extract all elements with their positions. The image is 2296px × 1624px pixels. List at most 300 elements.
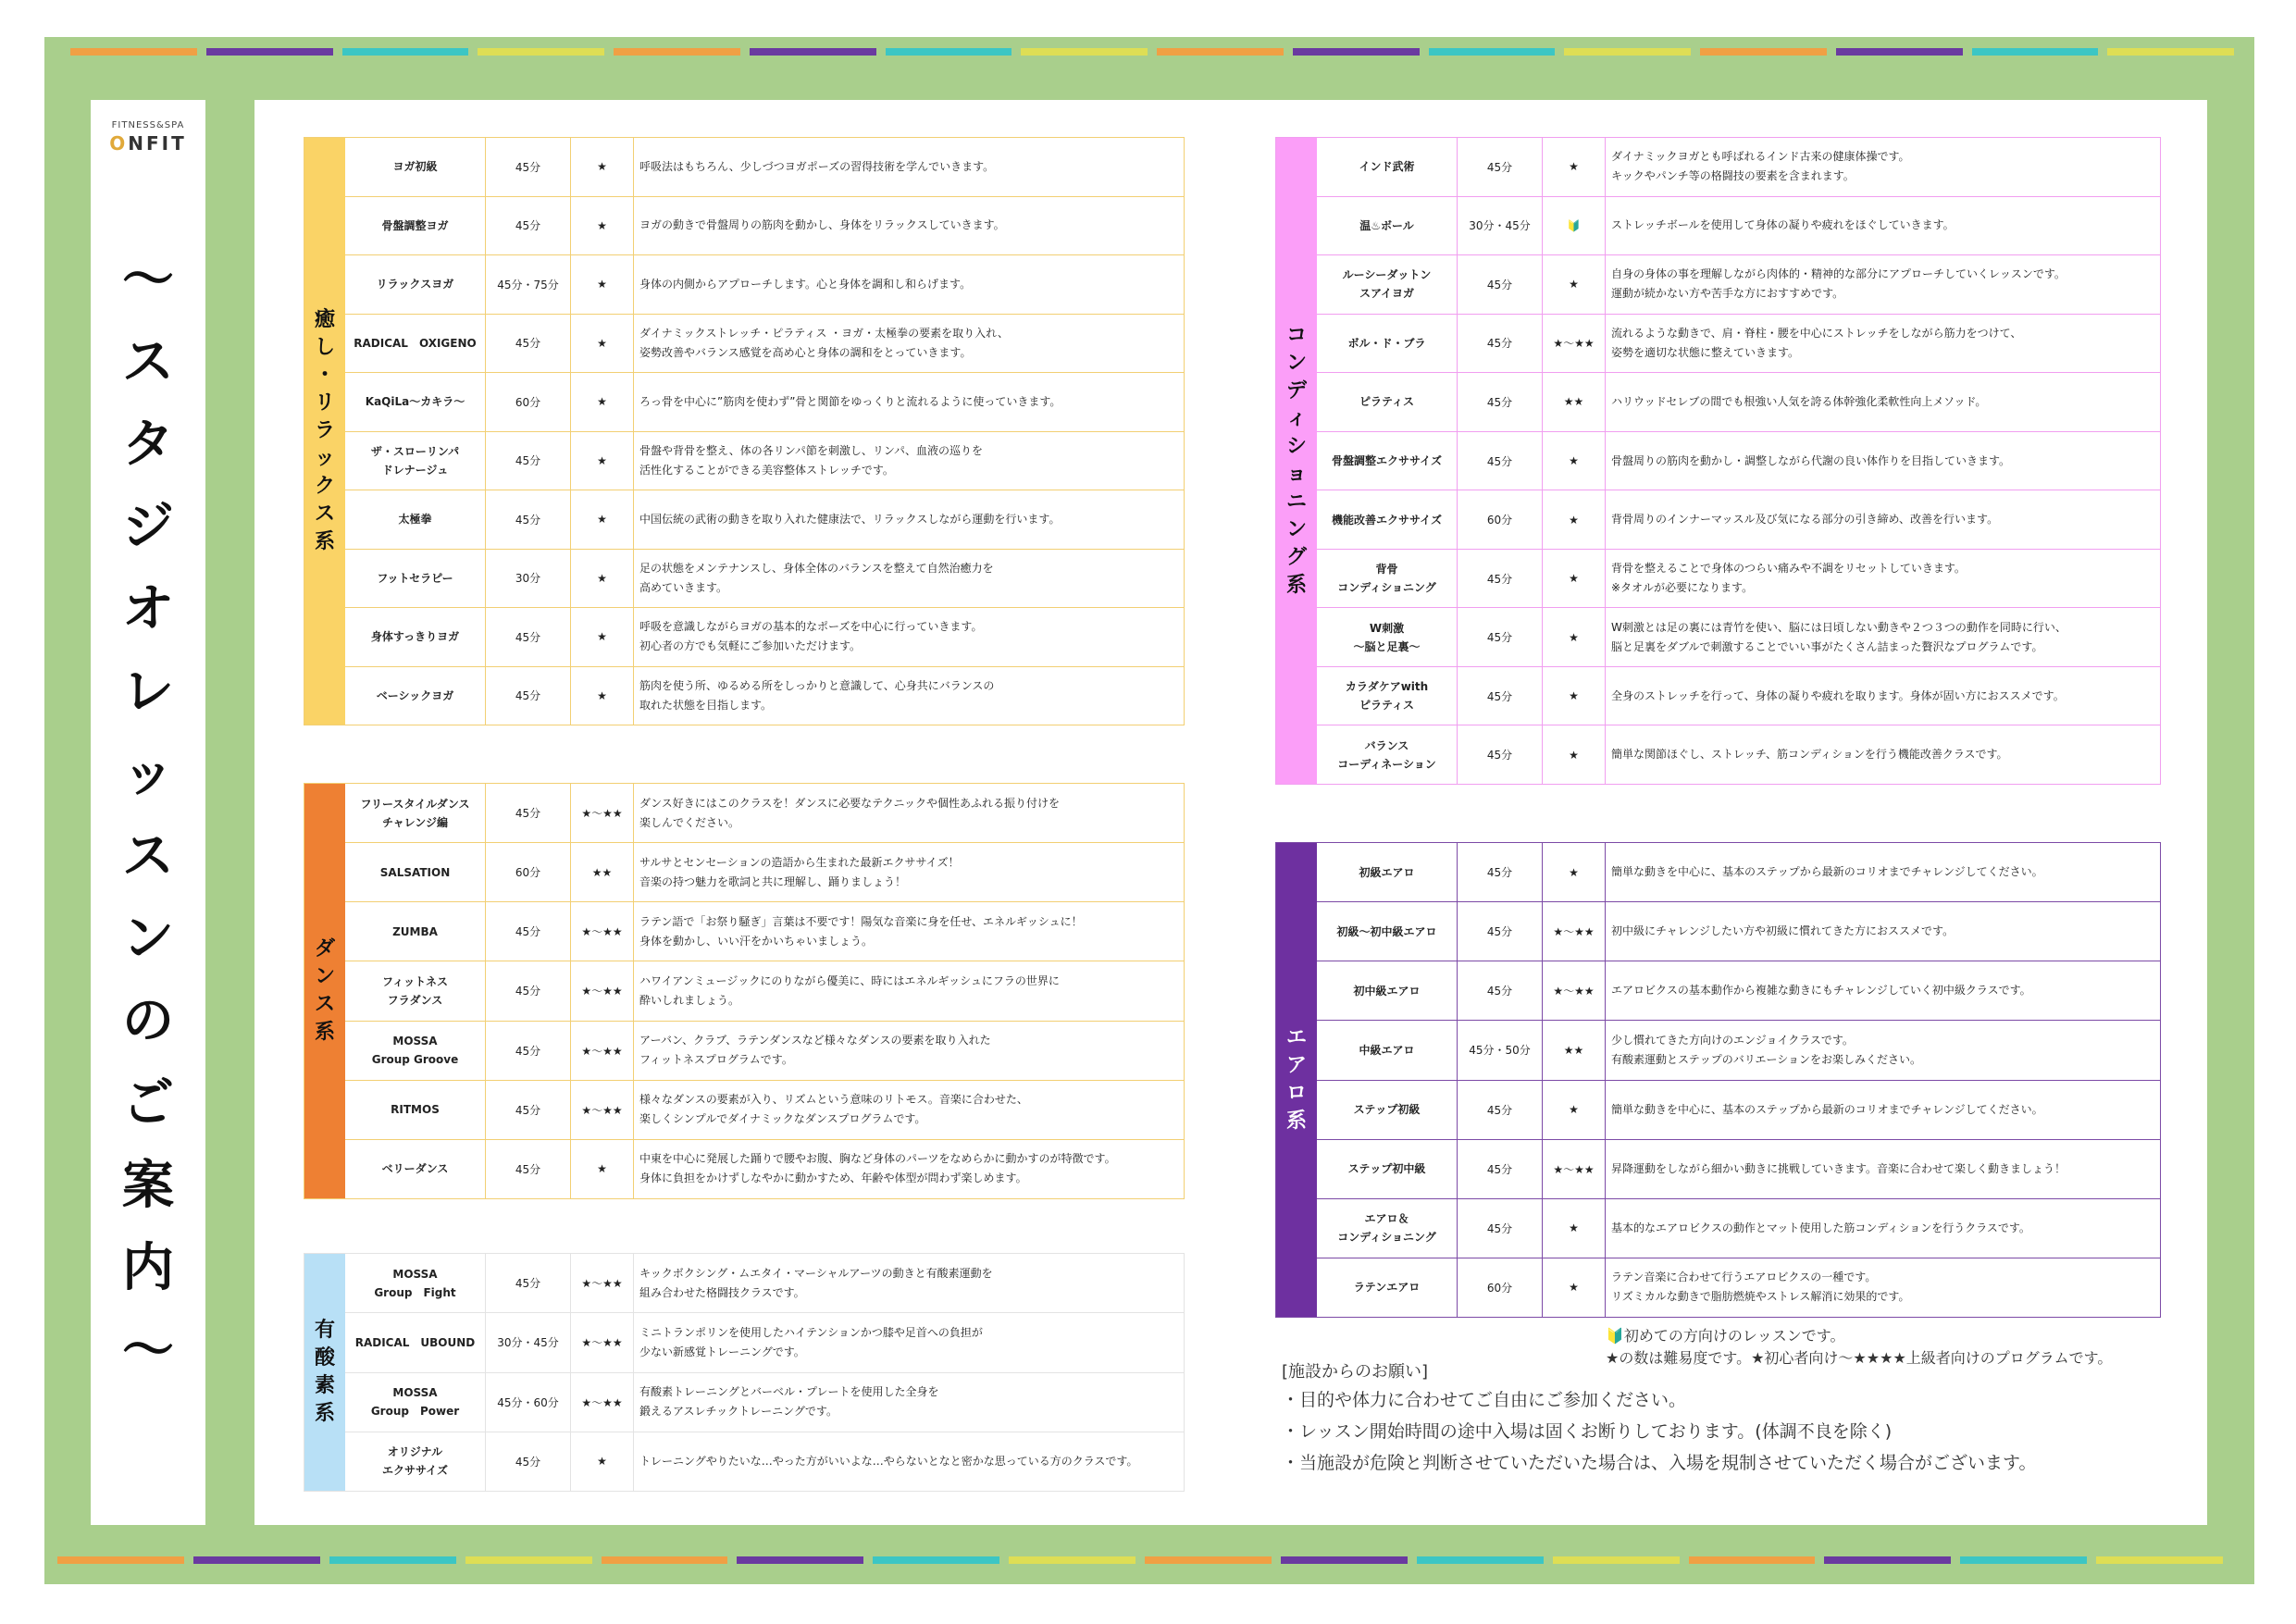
lesson-description-text (1611, 1268, 1909, 1307)
lesson-description-line: 鍛えるアスレチックトレーニングです。 (639, 1405, 838, 1419)
lesson-name-text (1336, 923, 1436, 941)
lesson-duration: 45分・50分 (1458, 1021, 1543, 1079)
lesson-description-line: 足の状態をメンテナンスし、身体全体のバランスを整えて自然治癒力を (639, 561, 994, 575)
section-label-char: ク (314, 475, 335, 498)
lesson-description-line: リズミカルな動きで脂肪燃焼やストレス解消に効果的です。 (1611, 1290, 1910, 1304)
lesson-name-text (377, 687, 454, 705)
lesson-name (1317, 315, 1458, 373)
lesson-description-text (1611, 324, 2021, 363)
stripe-segment (1824, 1556, 1951, 1564)
lesson-description-line: ハリウッドセレブの間でも根強い人気を誇る体幹強化柔軟性向上メソッド。 (1611, 394, 1987, 408)
lesson-name-line: 機能改善エクササイズ (1331, 513, 1443, 527)
lesson-description-line: アーバン、クラブ、ラテンダンスなど様々なダンスの要素を取り入れた (639, 1034, 991, 1048)
lesson-description (1606, 961, 2160, 1020)
lesson-name-line: スアイヨガ (1359, 287, 1414, 301)
lesson-table (1317, 843, 2160, 1317)
lesson-description (634, 255, 1184, 314)
lesson-level: ★★ (1543, 373, 1606, 431)
lesson-description-line: ミニトランポリンを使用したハイテンションかつ膝や足首への負担が (639, 1325, 983, 1339)
table-row (1317, 961, 2160, 1021)
lesson-description (634, 784, 1184, 842)
lesson-description-line: 脳と足裏をダブルで刺激することでいい事がたくさん詰まった贅沢なプログラムです。 (1611, 639, 2043, 653)
lesson-name-line: ザ・スローリンパ (370, 444, 460, 458)
lesson-description-line: 全身のストレッチを行って、身体の凝りや疲れを取ります。身体が固い方におススメです。 (1611, 688, 2065, 702)
lesson-description (634, 197, 1184, 255)
lesson-duration: 45分 (1458, 255, 1543, 314)
lesson-description-text (639, 794, 1060, 833)
table-row (1317, 725, 2160, 784)
lesson-name (345, 1432, 486, 1491)
table-row (1317, 373, 2160, 432)
lesson-duration: 45分・60分 (486, 1373, 571, 1432)
section-label-char: 系 (1285, 574, 1307, 597)
lesson-table (1317, 138, 2160, 784)
lesson-name-text (1359, 1041, 1414, 1060)
table-row (345, 373, 1184, 432)
lesson-name-text (1359, 392, 1414, 411)
lesson-description-line: 基本的なエアロビクスの動作とマット使用した筋コンディションを行うクラスです。 (1611, 1221, 2030, 1234)
stripe-segment (1417, 1556, 1544, 1564)
lesson-level: ★ (571, 373, 634, 431)
lesson-description-line: トレーニングやりたいな…やった方がいいよな…やらないとなと密かな思っている方のクラスです。 (639, 1454, 1138, 1468)
lesson-name-text (380, 863, 450, 882)
section-label-char: ョ (1285, 463, 1307, 486)
lesson-level: ★～★★ (571, 1313, 634, 1371)
lesson-description (1606, 255, 2160, 314)
lesson-name (345, 197, 486, 255)
title-char: ジ (122, 497, 174, 557)
lesson-description (1606, 843, 2160, 901)
table-row (345, 197, 1184, 256)
lesson-description-line: 中国伝統の武術の動きを取り入れた健康法で、リラックスしながら運動を行います。 (639, 512, 1061, 526)
stripe-segment (614, 48, 740, 56)
lesson-description-line: 少ない新感覚トレーニングです。 (639, 1345, 805, 1358)
table-row (345, 1081, 1184, 1140)
logo-tagline: FITNESS&SPA (111, 120, 185, 130)
stripe-segment (873, 1556, 999, 1564)
title-char: ン (122, 909, 174, 969)
stripe-segment (57, 1556, 184, 1564)
lesson-description (634, 1022, 1184, 1080)
lesson-description-text (639, 275, 971, 294)
lesson-name-line: インド武術 (1359, 160, 1415, 174)
stripe-segment (886, 48, 1012, 56)
title-char: ス (122, 332, 174, 392)
lesson-description-text (639, 617, 982, 656)
lesson-name (1317, 197, 1458, 255)
lesson-level: ★ (571, 138, 634, 196)
lesson-duration: 45分 (1458, 1140, 1543, 1198)
lesson-duration: 45分 (1458, 1199, 1543, 1258)
lesson-name-text (354, 334, 476, 353)
lesson-level: ★～★★ (571, 961, 634, 1020)
section-label-char: 癒 (314, 308, 335, 331)
lesson-duration: 45分 (1458, 1081, 1543, 1139)
stripe-segment (1429, 48, 1556, 56)
lesson-level: ★ (571, 432, 634, 490)
lesson-description-text (639, 559, 994, 598)
lesson-name (1317, 255, 1458, 314)
lesson-name (345, 490, 486, 549)
lesson-description-line: 酔いしれましょう。 (639, 993, 740, 1007)
lesson-level: ★ (571, 1432, 634, 1491)
stripe-segment (1157, 48, 1284, 56)
lesson-description-line: 様々なダンスの要素が入り、リズムという意味のリトモス。音楽に合わせた、 (639, 1093, 1028, 1107)
table-row (1317, 255, 2160, 315)
section-label-char: ン (314, 965, 335, 988)
lesson-name-line: カラダケアwith (1345, 680, 1429, 694)
title-char: レ (122, 662, 174, 722)
lesson-name-line: フットセラピー (377, 571, 453, 585)
lesson-description (634, 138, 1184, 196)
lesson-description-line: 身体の内側からアプローチします。心と身体を調和し和らげます。 (639, 277, 972, 291)
lesson-name (1317, 608, 1458, 666)
lesson-description (634, 843, 1184, 901)
lesson-name-line: フラダンス (387, 993, 443, 1007)
lesson-name-line: 骨盤調整ヨガ (381, 218, 449, 232)
lesson-description-line: 運動が続かない方や苦手な方におすすめです。 (1611, 287, 1844, 301)
section-label-char: し (314, 336, 335, 359)
lesson-name (1317, 550, 1458, 608)
lesson-duration: 45分 (486, 432, 571, 490)
note-item: ・レッスン開始時間の途中入場は固くお断りしております。(体調不良を除く) (1282, 1421, 1893, 1442)
title-char: オ (122, 579, 174, 639)
lesson-name-line: 初級エアロ (1359, 865, 1415, 879)
lesson-name-line: ボル・ド・ブラ (1347, 336, 1426, 350)
table-row (1317, 1140, 2160, 1199)
lesson-name (1317, 725, 1458, 784)
lesson-description-text (639, 216, 1005, 235)
title-char: ご (122, 1073, 174, 1134)
lesson-name (1317, 1258, 1458, 1317)
lesson-name-line: ピラティス (1359, 395, 1415, 409)
lesson-name-line: RADICAL OXIGENO (354, 336, 477, 350)
lesson-name-text (374, 1265, 455, 1302)
section-dance (304, 783, 1185, 1199)
lesson-description (1606, 1258, 2160, 1317)
lesson-name (345, 961, 486, 1020)
lesson-description-text (1611, 745, 2008, 764)
lesson-name-line: ベリーダンス (381, 1162, 449, 1176)
lesson-description-text (639, 1149, 1116, 1188)
lesson-name-text (1347, 334, 1425, 353)
table-row (1317, 197, 2160, 256)
section-label-char: リ (314, 391, 335, 415)
lesson-name-line: ヨガ初級 (392, 160, 438, 174)
lesson-name (1317, 961, 1458, 1020)
lesson-description-line: ラテン音楽に合わせて行うエアロビクスの一種です。 (1611, 1271, 1877, 1284)
lesson-duration: 60分 (1458, 1258, 1543, 1317)
lesson-description (1606, 138, 2160, 196)
stripe-segment (1972, 48, 2099, 56)
bottom-stripe-bar (57, 1556, 2223, 1564)
lesson-description-text (639, 1382, 939, 1421)
lesson-level: ★ (1543, 432, 1606, 490)
lesson-name-line: 中級エアロ (1359, 1043, 1415, 1057)
lesson-description-line: 背骨を整えることで身体のつらい痛みや不調をリセットしていきます。 (1611, 562, 1966, 576)
lesson-description-line: キックボクシング・ムエタイ・マーシャルアーツの動きと有酸素運動を (639, 1266, 993, 1280)
lesson-duration: 45分 (486, 667, 571, 725)
legend-beginner: 🔰初めての方向けのレッスンです。 (1606, 1327, 1845, 1345)
lesson-name-text (355, 1333, 476, 1352)
lesson-description-line: 少し慣れてきた方向けのエンジョイクラスです。 (1611, 1033, 1854, 1047)
lesson-name (1317, 373, 1458, 431)
level-legend (1606, 1325, 2112, 1370)
lesson-description-text (1611, 1219, 2030, 1238)
lesson-duration: 45分・75分 (486, 255, 571, 314)
lesson-name-line: フィットネス (382, 974, 448, 988)
section-label-char: ロ (1285, 1082, 1307, 1105)
lesson-level: ★ (571, 490, 634, 549)
stripe-segment (1689, 1556, 1816, 1564)
stripe-segment (478, 48, 604, 56)
lesson-description-text (1611, 216, 1955, 235)
lesson-name (345, 138, 486, 196)
lesson-duration: 45分 (1458, 843, 1543, 901)
lesson-table (345, 1254, 1184, 1491)
lesson-name-line: ZUMBA (392, 924, 438, 938)
lesson-description-line: キックやパンチ等の格闘技の要素を含まれます。 (1611, 169, 1855, 183)
lesson-description-text (1611, 559, 1966, 598)
lesson-description-line: ストレッチボールを使用して身体の凝りや疲れをほぐしていきます。 (1611, 218, 1955, 232)
lesson-name-text (391, 1100, 440, 1119)
lesson-description-line: フィットネスプログラムです。 (639, 1053, 793, 1067)
table-row (1317, 315, 2160, 374)
lesson-name-text (1346, 677, 1428, 714)
lesson-level: ★ (1543, 843, 1606, 901)
title-sidebar (91, 100, 205, 1525)
lesson-duration: 45分 (486, 1432, 571, 1491)
lesson-description-line: ハワイアンミュージックにのりながら優美に、時にはエネルギッシュにフラの世界に (639, 973, 1060, 987)
lesson-duration: 45分 (486, 490, 571, 549)
lesson-name-line: 初級～初中級エアロ (1336, 924, 1437, 938)
lesson-name-line: Group Fight (374, 1285, 456, 1299)
table-row (345, 315, 1184, 374)
lesson-level: ★ (1543, 255, 1606, 314)
note-item: ・目的や体力に合わせてご自由にご参加ください。 (1282, 1390, 1687, 1410)
lesson-duration: 45分 (1458, 432, 1543, 490)
lesson-board (254, 100, 2207, 1525)
lesson-level: ★～★★ (571, 1081, 634, 1139)
lesson-description (1606, 1140, 2160, 1198)
lesson-description-text (1611, 265, 2066, 304)
lesson-description-text (1611, 618, 2066, 657)
lesson-duration: 45分 (1458, 902, 1543, 961)
section-label-char: ラ (314, 419, 335, 442)
section-label-char: ダ (314, 937, 335, 961)
lesson-description-line: 音楽の持つ魅力を歌詞と共に理解し、踊りましょう！ (639, 874, 907, 888)
table-row (345, 667, 1184, 725)
lesson-name-line: 背骨 (1375, 563, 1398, 576)
section-label (304, 138, 345, 725)
lesson-duration: 45分 (1458, 315, 1543, 373)
lesson-name-line: 骨盤調整エクササイズ (1331, 454, 1443, 467)
lesson-name (345, 843, 486, 901)
stripe-segment (1021, 48, 1148, 56)
lesson-description-line: 骨盤周りの筋肉を動かし・調整しながら代謝の良い体作りを目指していきます。 (1611, 453, 2011, 467)
lesson-level: ★ (1543, 608, 1606, 666)
lesson-level: ★ (571, 1140, 634, 1198)
lesson-name-text (1359, 217, 1414, 235)
lesson-name-text (382, 1159, 449, 1178)
section-conditioning (1275, 137, 2161, 785)
lesson-duration: 45分 (486, 902, 571, 961)
lesson-description-text (1611, 1159, 2066, 1179)
table-row (1317, 432, 2160, 491)
lesson-duration: 30分・45分 (486, 1313, 571, 1371)
lesson-name-text (1348, 1159, 1426, 1178)
lesson-description (634, 315, 1184, 373)
lesson-name (345, 902, 486, 961)
lesson-description-line: 初心者の方でも気軽にご参加いただけます。 (639, 639, 862, 653)
section-label-char: ン (1285, 352, 1307, 375)
lesson-level: ★～★★ (1543, 315, 1606, 373)
lesson-name-line: コンディショニング (1337, 1231, 1436, 1245)
lesson-level: ★～★★ (571, 1254, 634, 1312)
onfit-logo (91, 120, 205, 155)
lesson-name-text (392, 157, 437, 176)
lesson-description-text (1611, 392, 1986, 412)
table-row (345, 1313, 1184, 1372)
lesson-name-text (1353, 619, 1420, 656)
lesson-name-text (377, 275, 454, 293)
lesson-name-line: 身体すっきりヨガ (370, 630, 460, 644)
lesson-level: ★★ (1543, 1021, 1606, 1079)
title-char: 内 (122, 1238, 174, 1298)
stripe-segment (1293, 48, 1420, 56)
stripe-segment (2107, 48, 2234, 56)
lesson-name-line: Group Groove (371, 1053, 459, 1067)
stripe-segment (193, 1556, 320, 1564)
lesson-description-text (639, 1323, 983, 1362)
lesson-name-text (1343, 266, 1432, 303)
lesson-description (1606, 725, 2160, 784)
lesson-name-text (392, 923, 438, 941)
table-row (345, 138, 1184, 197)
title-char: ～ (122, 250, 174, 310)
section-label-char: ィ (1285, 407, 1307, 430)
lesson-level: ★ (1543, 667, 1606, 725)
section-label-char: コ (1285, 324, 1307, 347)
lesson-description (634, 1081, 1184, 1139)
lesson-description-line: 楽しんでください。 (639, 815, 740, 829)
lesson-description-line: 簡単な動きを中心に、基本のステップから最新のコリオまでチャレンジしてください。 (1611, 1102, 2043, 1116)
lesson-level: ★ (571, 667, 634, 725)
lesson-description-line: 筋肉を使う所、ゆるめる所をしっかりと意識して、心身共にバランスの (639, 678, 995, 692)
title-char: ッ (122, 744, 174, 804)
stripe-segment (1960, 1556, 2087, 1564)
lesson-name (345, 315, 486, 373)
lesson-description (634, 490, 1184, 549)
lesson-name-text (371, 442, 459, 479)
stripe-segment (1145, 1556, 1272, 1564)
lesson-level: 🔰 (1543, 197, 1606, 255)
lesson-description-line: 取れた状態を目指します。 (639, 698, 773, 712)
lesson-description-text (639, 441, 983, 480)
lesson-description-text (1611, 981, 2031, 1000)
lesson-description-line: 高めていきます。 (639, 580, 728, 594)
stripe-segment (1281, 1556, 1408, 1564)
table-row (1317, 843, 2160, 902)
lesson-name-line: RADICAL UBOUND (354, 1335, 476, 1349)
lesson-name-text (1337, 737, 1436, 774)
lesson-description-line: 簡単な動きを中心に、基本のステップから最新のコリオまでチャレンジしてください。 (1611, 865, 2043, 879)
lesson-duration: 45分 (486, 1022, 571, 1080)
section-label-char: ッ (314, 447, 335, 470)
title-char: の (122, 991, 174, 1051)
title-char: ス (122, 826, 174, 886)
lesson-duration: 45分 (1458, 138, 1543, 196)
lesson-duration: 45分 (486, 784, 571, 842)
stripe-segment (1553, 1556, 1680, 1564)
section-label-char: ス (314, 502, 335, 526)
title-char: ～ (122, 1320, 174, 1381)
lesson-level: ★～★★ (571, 1022, 634, 1080)
lesson-level: ★ (571, 255, 634, 314)
lesson-name-text (381, 217, 448, 235)
lesson-description-line: ヨガの動きで骨盤周りの筋肉を動かし、身体をリラックスしていきます。 (639, 218, 1005, 232)
lesson-description-line: 昇降運動をしながら細かい動きに挑戦していきます。音楽に合わせて楽しく動きましょう！ (1611, 1161, 2066, 1175)
lesson-duration: 30分・45分 (1458, 197, 1543, 255)
section-label-char: ス (314, 993, 335, 1016)
section-label (304, 784, 345, 1198)
lesson-name (345, 1373, 486, 1432)
section-label-char: エ (1285, 1026, 1307, 1049)
lesson-duration: 45分 (486, 1254, 571, 1312)
lesson-description-line: W刺激とは足の裏には青竹を使い、脳には日頃しない動きや２つ３つの動作を同時に行い、 (1611, 620, 2066, 634)
lesson-level: ★ (1543, 1258, 1606, 1317)
stripe-segment (465, 1556, 592, 1564)
section-label-char: ン (1285, 518, 1307, 541)
lesson-name (345, 255, 486, 314)
lesson-description-line: ラテン語で「お祭り騒ぎ」言葉は不要です！陽気な音楽に身を任せ、エネルギッシュに！ (639, 914, 1083, 928)
section-label-char: 素 (314, 1374, 335, 1397)
lesson-name-line: フリースタイルダンス (360, 797, 470, 811)
lesson-description-line: ※タオルが必要になります。 (1611, 581, 1754, 595)
lesson-description-line: 姿勢を適切な状態に整えていきます。 (1611, 345, 1800, 359)
lesson-name-line: 温♨ボール (1359, 218, 1414, 232)
lesson-description-text (639, 392, 1061, 412)
lesson-description-line: 呼吸を意識しながらヨガの基本的なポーズを中心に行っていきます。 (639, 620, 983, 634)
lesson-name (1317, 432, 1458, 490)
section-label-char: シ (1285, 435, 1307, 458)
lesson-description-line: 自身の身体の事を理解しながら肉体的・精神的な部分にアプローチしていくレッスンです。 (1611, 267, 2066, 281)
lesson-name-text (1354, 1100, 1421, 1119)
lesson-description-text (1611, 147, 1910, 186)
lesson-duration: 45分 (1458, 608, 1543, 666)
lesson-description-line: ダイナミックストレッチ・ピラティス ・ヨガ・太極拳の要素を取り入れ、 (639, 326, 1009, 340)
lesson-description (634, 1254, 1184, 1312)
table-row (345, 1432, 1184, 1491)
lesson-level: ★～★★ (1543, 961, 1606, 1020)
logo-wordmark: ONFIT (109, 132, 187, 155)
section-label-char: グ (1285, 546, 1307, 569)
table-row (1317, 138, 2160, 197)
lesson-duration: 60分 (1458, 490, 1543, 549)
lesson-description (1606, 1021, 2160, 1079)
lesson-description (1606, 490, 2160, 549)
lesson-duration: 45分 (486, 1140, 571, 1198)
lesson-description-text (1611, 1100, 2043, 1120)
table-row (1317, 490, 2160, 550)
table-row (345, 1254, 1184, 1313)
lesson-description (634, 667, 1184, 725)
lesson-name (345, 608, 486, 666)
stripe-segment (1009, 1556, 1136, 1564)
lesson-name-line: MOSSA (392, 1035, 438, 1048)
lesson-level: ★～★★ (571, 784, 634, 842)
table-row (345, 1022, 1184, 1081)
